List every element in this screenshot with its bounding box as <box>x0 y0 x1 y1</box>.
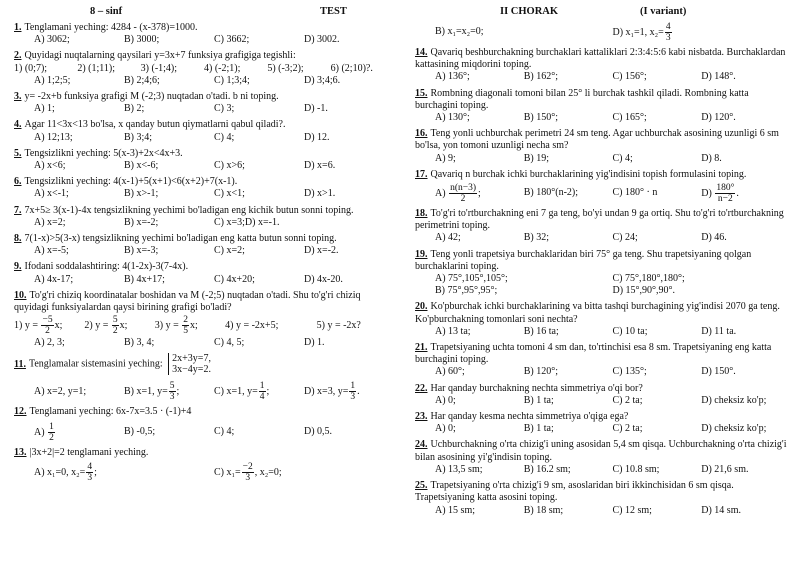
option-b[interactable]: B) 4x+17; <box>124 273 165 285</box>
option-d[interactable]: D) $\frac{180^\circ}{n-2}$ . <box>701 183 739 205</box>
option-c-d[interactable]: C) x=3;D) x=-1. <box>214 216 280 228</box>
option-a[interactable]: A) x<-1; <box>34 188 69 200</box>
question-17 <box>415 169 790 204</box>
option-c[interactable]: C) 165°; <box>612 112 647 124</box>
question-text: Tenglamalar sistemasini yeching: <box>28 358 163 370</box>
option-a[interactable]: A) x<6; <box>34 160 66 172</box>
option-d[interactable]: D) 120°. <box>701 112 736 124</box>
right-column <box>415 22 790 521</box>
option-b[interactable]: B) 1 ta; <box>523 423 554 435</box>
function-list <box>14 315 394 336</box>
option-a[interactable]: A) x=2; <box>34 216 66 228</box>
option-d[interactable]: D) 12. <box>304 131 330 143</box>
option-a[interactable]: A) 130°; <box>435 112 470 124</box>
question-text: 7x+5≥ 3(x-1)-4x tengsizlikning yechimi bo'ladigan eng kichik butun sonni toping. <box>24 204 354 216</box>
question-21 <box>415 342 790 379</box>
option-c[interactable]: C) 135°; <box>612 366 647 378</box>
variant-label: (I variant) <box>640 6 687 17</box>
option-d[interactable]: D) 15°,90°,90°. <box>612 285 676 297</box>
option-b[interactable]: B) x=-3; <box>124 245 159 257</box>
question-number: 19. <box>415 248 428 260</box>
grade-label: 8 – sinf <box>90 6 123 17</box>
option-b[interactable]: B) 2;4;6; <box>124 74 160 86</box>
question-text: Tengsizlikni yeching: 5(x-3)+2x<4x+3. <box>24 147 183 159</box>
option-a[interactable]: A) 1; <box>34 103 55 115</box>
option-a[interactable]: A) 13,5 sm; <box>435 463 483 475</box>
question-9 <box>14 261 394 285</box>
option-c[interactable]: C) 4x+20; <box>214 273 255 285</box>
question-4 <box>14 119 394 143</box>
function-4: 4) y = -2x+5; <box>225 319 279 331</box>
option-c[interactable]: C) 12 sm; <box>612 504 652 516</box>
option-d[interactable]: D) x₁=1, x₂= $\frac{4}{3}$ <box>612 22 671 43</box>
option-d[interactable]: D) x=3, y= $\frac{1}{3}$ . <box>304 381 360 403</box>
question-25 <box>415 480 790 517</box>
option-a[interactable]: A) 12;13; <box>34 131 73 143</box>
option-b[interactable]: B) 1 ta; <box>523 394 554 406</box>
question-number: 20. <box>415 301 428 313</box>
option-c[interactable]: C) 10.8 sm; <box>612 463 660 475</box>
point-3: 3) (-1;4); <box>140 62 178 74</box>
option-b[interactable]: B) 3000; <box>124 34 160 46</box>
option-b[interactable]: B) 3, 4; <box>124 337 155 349</box>
option-c[interactable]: C) 2 ta; <box>612 423 643 435</box>
question-number: 24. <box>415 439 428 451</box>
option-c[interactable]: C) x₁= $\frac{-2}{3}$ , x₂=0; <box>214 461 282 483</box>
function-5: 5) y = -2x? <box>316 319 361 331</box>
question-number: 15. <box>415 87 428 99</box>
option-b[interactable]: B) x=-2; <box>124 216 159 228</box>
option-c[interactable]: C) 75°,180°,180°; <box>612 273 685 285</box>
option-a[interactable]: A) $\frac{n(n-3)}{2}$ ; <box>435 183 481 205</box>
question-1 <box>14 22 394 46</box>
option-c[interactable]: C) 10 ta; <box>612 325 648 337</box>
point-4: 4) (-2;1); <box>203 62 241 74</box>
option-c[interactable]: C) 3662; <box>214 34 250 46</box>
option-d[interactable]: D) 150°. <box>701 366 736 378</box>
page-header <box>0 6 800 20</box>
question-number: 22. <box>415 382 428 394</box>
question-number: 1. <box>14 22 22 33</box>
question-text: To'g'ri to'rtburchakning eni 7 ga teng, bo'yi undan 9 ga ortiq. Shu to'g'ri to'rtburchakning perimetrini toping. <box>415 208 784 232</box>
option-b[interactable]: B) 19; <box>523 152 550 164</box>
question-text: Quyidagi nuqtalarning qaysilari y=3x+7 funksiya grafigiga tegishli: <box>24 50 296 62</box>
question-number: 12. <box>14 406 27 418</box>
option-d[interactable]: D) -1. <box>304 103 328 115</box>
question-19 <box>415 249 790 298</box>
option-d[interactable]: D) 1. <box>304 337 325 349</box>
option-c[interactable]: C) x<1; <box>214 188 245 200</box>
question-text: Tenglamani yeching: 4284 - (x-378)=1000. <box>24 22 198 33</box>
question-number: 13. <box>14 446 27 458</box>
option-d[interactable]: D) cheksiz ko'p; <box>701 423 767 435</box>
option-d[interactable]: D) 21,6 sm. <box>701 463 749 475</box>
option-d[interactable]: D) cheksiz ko'p; <box>701 394 767 406</box>
question-number: 11. <box>14 358 26 370</box>
option-b[interactable]: B) 120°; <box>523 366 559 378</box>
option-b[interactable]: B) 32; <box>523 232 550 244</box>
option-d[interactable]: D) 8. <box>701 152 722 164</box>
option-b[interactable]: B) 75°,95°,95°; <box>435 285 498 297</box>
option-b[interactable]: B) 150°; <box>523 112 559 124</box>
option-a[interactable]: A) x=-5; <box>34 245 69 257</box>
option-b[interactable]: B) x<-6; <box>124 160 159 172</box>
question-text: Tenglamani yeching: 6x-7x=3.5 · (-1)+4 <box>29 406 192 418</box>
option-a[interactable]: A) $\frac{1}{2}$ <box>34 421 54 443</box>
option-a[interactable]: A) 4x-17; <box>34 273 74 285</box>
question-16 <box>415 128 790 165</box>
question-8 <box>14 233 394 257</box>
option-a[interactable]: A) x=2, y=1; <box>34 385 87 397</box>
question-number: 8. <box>14 233 22 245</box>
question-number: 14. <box>415 47 428 58</box>
point-5: 5) (-3;2); <box>267 62 304 74</box>
question-number: 23. <box>415 411 428 423</box>
question-13 <box>14 447 394 483</box>
option-c[interactable]: C) 2 ta; <box>612 394 643 406</box>
option-a[interactable]: A) 9; <box>435 152 456 164</box>
option-a[interactable]: A) 136°; <box>435 71 470 83</box>
point-6: 6) (2;10)?. <box>330 62 373 74</box>
option-b[interactable]: B) 3;4; <box>124 131 153 143</box>
question-22 <box>415 383 790 407</box>
question-number: 18. <box>415 208 428 220</box>
option-b[interactable]: B) -0,5; <box>124 426 156 438</box>
function-1: 1) y = $\frac{-5}{2}$ x; <box>14 315 63 337</box>
question-number: 6. <box>14 176 22 188</box>
option-b[interactable]: B) 2; <box>124 103 145 115</box>
quarter-label: II CHORAK <box>500 6 559 17</box>
option-d[interactable]: D) 11 ta. <box>701 325 737 337</box>
question-number: 4. <box>14 119 22 131</box>
option-d[interactable]: D) x=-2. <box>304 245 339 257</box>
question-text: Teng yonli trapetsiya burchaklaridan biri 75° ga teng. Shu trapetsiyaning qolgan burchaklarini toping. <box>415 248 752 272</box>
question-text: Tengsizlikni yeching: 4(x-1)+5(x+1)<6(x+2)+7(x-1). <box>24 176 238 188</box>
test-label: TEST <box>320 6 347 17</box>
question-text: Teng yonli uchburchak perimetri 24 sm teng. Agar uchburchak asosining uzunligi 6 sm bo'lsa, yon tomoni uzunligi necha sm? <box>415 128 779 152</box>
option-a[interactable]: A) 60°; <box>435 366 465 378</box>
option-c[interactable]: C) 156°; <box>612 71 647 83</box>
question-number: 5. <box>14 147 22 159</box>
question-7 <box>14 205 394 229</box>
equation-system: 2x+3y=7, 3x−4y=2. <box>168 353 211 375</box>
question-20 <box>415 301 790 338</box>
question-12 <box>14 406 394 442</box>
question-number: 10. <box>14 289 27 301</box>
left-column <box>14 22 394 487</box>
question-text: Rombning diagonali tomoni bilan 25° li burchak tashkil qiladi. Rombning katta burchagini toping. <box>415 87 749 111</box>
option-a[interactable]: A) 2, 3; <box>34 337 65 349</box>
question-18 <box>415 208 790 245</box>
option-d[interactable]: D) 3002. <box>304 34 340 46</box>
question-number: 16. <box>415 128 428 140</box>
question-6 <box>14 176 394 200</box>
function-3: 3) y = $\frac{2}{5}$ x; <box>154 315 198 337</box>
option-a[interactable]: A) 1;2;5; <box>34 74 71 86</box>
option-b[interactable]: B) 16 ta; <box>523 325 559 337</box>
point-1: 1) (0;7); <box>14 62 48 74</box>
question-text: Trapetsiyaning uchta tomoni 4 sm dan, to'rtinchisi esa 8 sm. Trapetsiyaning eng katta burchagini toping. <box>415 342 772 366</box>
question-3 <box>14 91 394 115</box>
option-d[interactable]: D) 46. <box>701 232 727 244</box>
question-24 <box>415 439 790 476</box>
question-number: 21. <box>415 342 428 354</box>
option-b[interactable]: B) 16.2 sm; <box>523 463 571 475</box>
question-15 <box>415 88 790 125</box>
question-text: Uchburchakning o'rta chizig'i uning asosidan 5,4 sm qisqa. Uchburchakning o'rta chizig'i bilan asosining yi'g'indisin toping. <box>415 439 787 463</box>
question-11 <box>14 353 394 402</box>
question-text: Ifodani soddalashtiring: 4(1-2x)-3(7-4x). <box>24 261 189 273</box>
question-23 <box>415 411 790 435</box>
option-d[interactable]: D) 0,5. <box>304 426 333 438</box>
option-b[interactable]: B) x₁=x₂=0; <box>435 26 484 38</box>
option-d[interactable]: D) 3;4;6. <box>304 74 341 86</box>
question-text: Agar 11<3x<13 bo'lsa, x qanday butun qiymatlarni qabul qiladi?. <box>24 119 286 131</box>
question-text: |3x+2|=2 tenglamani yeching. <box>29 446 149 458</box>
question-text: Har qanday kesma nechta simmetriya o'qiga ega? <box>430 411 629 423</box>
option-c[interactable]: C) 4; <box>214 131 235 143</box>
question-text: To'g'ri chiziq koordinatalar boshidan va M (-2;5) nuqtadan o'tadi. Shu to'g'ri chiziq quyidagi funksiyalardan qaysi birining grafigi bo'ladi? <box>14 289 361 314</box>
option-b[interactable]: B) x=1, y= $\frac{5}{3}$ ; <box>124 381 180 403</box>
option-c[interactable]: C) 4, 5; <box>214 337 245 349</box>
option-c[interactable]: C) 4; <box>214 426 235 438</box>
option-c[interactable]: C) 180° · n <box>612 187 658 199</box>
option-b[interactable]: B) 18 sm; <box>523 504 564 516</box>
option-d[interactable]: D) x=6. <box>304 160 336 172</box>
question-5 <box>14 148 394 172</box>
question-text: Qavariq beshburchakning burchaklari kattaliklari 2:3:4:5:6 kabi nisbatda. Burchaklardan kattasining miqdorini toping. <box>415 47 786 71</box>
option-a[interactable]: A) 42; <box>435 232 461 244</box>
option-d[interactable]: D) 148°. <box>701 71 736 83</box>
option-a[interactable]: A) 0; <box>435 394 456 406</box>
question-text: 7(1-x)>5(3-x) tengsizlikning yechimi bo'ladigan eng katta butun sonni toping. <box>24 233 337 245</box>
option-a[interactable]: A) 75°,105°,105°; <box>435 273 508 285</box>
question-text: Qavariq n burchak ichki burchaklarining yig'indisini topish formulasini toping. <box>430 168 747 180</box>
question-14 <box>415 47 790 84</box>
question-number: 7. <box>14 204 22 216</box>
option-c[interactable]: C) 3; <box>214 103 235 115</box>
question-13-continued <box>415 22 790 43</box>
option-c[interactable]: C) x=1, y= $\frac{1}{4}$ ; <box>214 381 270 403</box>
option-d[interactable]: D) x>1. <box>304 188 336 200</box>
option-b[interactable]: B) 162°; <box>523 71 559 83</box>
question-10 <box>14 290 394 350</box>
question-text: Ko'pburchak ichki burchaklarining va bitta tashqi burchagining yig'indisi 2070 ga teng. Ko'pburchakning tomonlari soni nechta? <box>415 301 780 325</box>
option-a[interactable]: A) 0; <box>435 423 456 435</box>
option-c[interactable]: C) 24; <box>612 232 638 244</box>
question-number: 17. <box>415 168 428 180</box>
option-c[interactable]: C) 1;3;4; <box>214 74 250 86</box>
question-text: y= -2x+b funksiya grafigi M (-2;3) nuqtadan o'tadi. b ni toping. <box>24 91 279 103</box>
question-number: 3. <box>14 91 22 103</box>
question-2 <box>14 50 394 87</box>
option-a[interactable]: A) 13 ta; <box>435 325 471 337</box>
option-c[interactable]: C) 4; <box>612 152 633 164</box>
question-number: 2. <box>14 50 22 62</box>
option-b[interactable]: B) 180°(n-2); <box>523 187 579 199</box>
function-2: 2) y = $\frac{5}{2}$ x; <box>84 315 128 337</box>
question-number: 9. <box>14 261 22 273</box>
option-a[interactable]: A) 3062; <box>34 34 70 46</box>
option-a[interactable]: A) 15 sm; <box>435 504 475 516</box>
question-text: Trapetsiyaning o'rta chizig'i 9 sm, asoslaridan biri ikkinchisidan 6 sm qisqa. Trapetsiyaning katta asosini toping. <box>415 480 734 504</box>
question-text: Har qanday burchakning nechta simmetriya o'qi bor? <box>430 382 643 394</box>
question-number: 25. <box>415 480 428 492</box>
point-2: 2) (1;11); <box>77 62 116 74</box>
option-d[interactable]: D) 4x-20. <box>304 273 343 285</box>
option-c[interactable]: C) x=2; <box>214 245 245 257</box>
option-c[interactable]: C) x>6; <box>214 160 245 172</box>
option-b[interactable]: B) x>-1; <box>124 188 159 200</box>
option-d[interactable]: D) 14 sm. <box>701 504 741 516</box>
option-a[interactable]: A) x₁=0, x₂= $\frac{4}{3}$ ; <box>34 461 97 483</box>
